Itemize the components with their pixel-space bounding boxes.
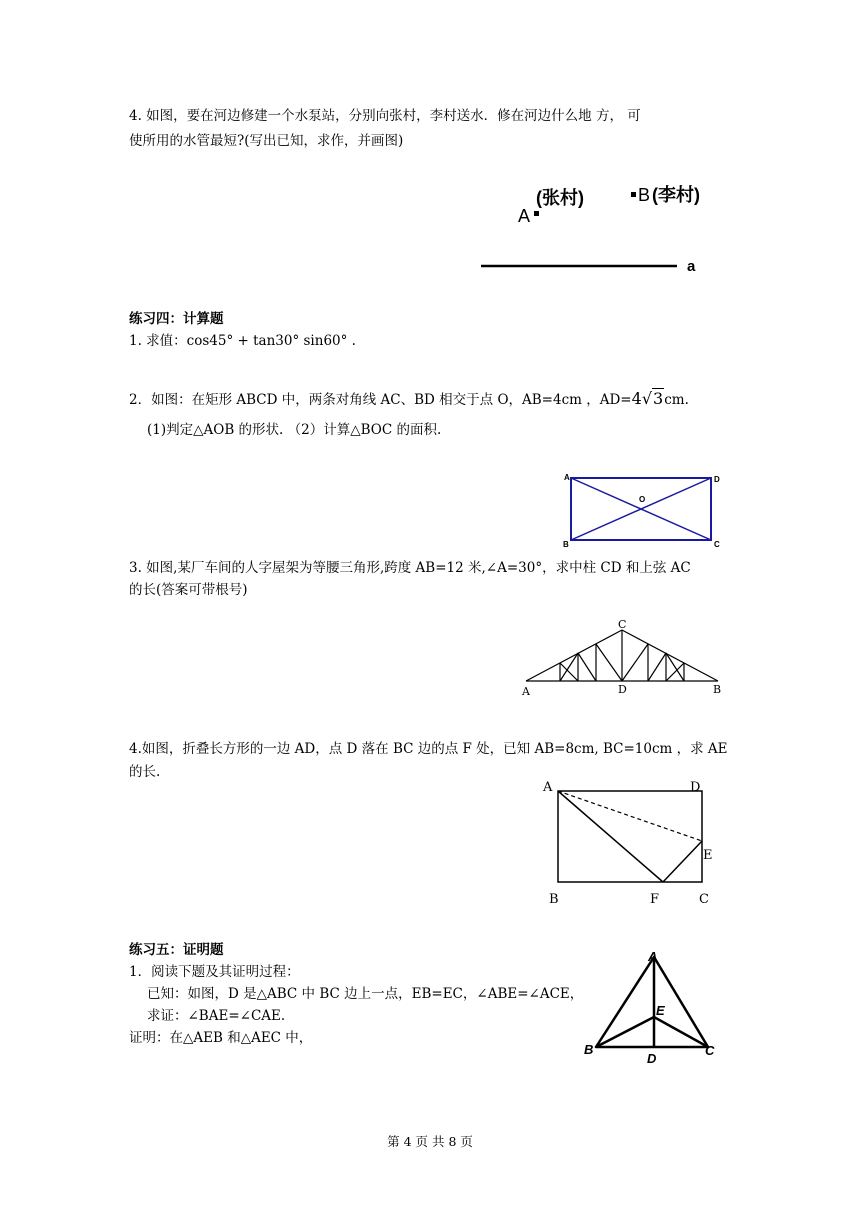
label-e: E bbox=[656, 1003, 665, 1018]
label-b: B bbox=[638, 185, 651, 205]
section4-q4-line1: 4.如图，折叠长方形的一边 AD，点 D 落在 BC 边的点 F 处，已知 AB=8cm, BC=10cm ，求 AE bbox=[129, 741, 728, 757]
label-a: A bbox=[518, 206, 531, 226]
fold-af bbox=[558, 791, 663, 882]
label-o: O bbox=[639, 495, 646, 504]
sqrt-radicand: 3 bbox=[653, 389, 664, 408]
section5-title: 练习五：证明题 bbox=[129, 942, 224, 958]
point-a bbox=[534, 211, 539, 216]
triangle-lines bbox=[596, 957, 708, 1047]
label-c: C bbox=[705, 1043, 715, 1058]
q4-pump-line1: 4. 如图，要在河边修建一个水泵站，分别向张村，李村送水．修在河边什么地 方， 可 bbox=[129, 108, 641, 124]
label-a: A bbox=[648, 949, 658, 964]
section4-q2-sub: (1)判定△AOB 的形状. （2）计算△BOC 的面积. bbox=[147, 422, 442, 438]
page-footer: 第 4 页 共 8 页 bbox=[387, 1134, 473, 1149]
label-li: (李村) bbox=[652, 185, 700, 205]
section4-q2 bbox=[129, 389, 689, 410]
sqrt-coef: 4 bbox=[631, 389, 642, 408]
label-e: E bbox=[703, 848, 713, 863]
label-b: B bbox=[549, 892, 559, 907]
section5-known: 已知：如图，D 是△ABC 中 BC 边上一点，EB=EC，∠ABE=∠ACE， bbox=[147, 986, 584, 1002]
truss-lines bbox=[526, 630, 718, 681]
section5-prove: 求证：∠BAE=∠CAE. bbox=[147, 1008, 286, 1024]
label-b: B bbox=[713, 683, 722, 696]
sqrt-value: 4√3 bbox=[631, 389, 664, 408]
fold-fe bbox=[663, 841, 702, 882]
label-d: D bbox=[714, 475, 720, 484]
section4-title: 练习四：计算题 bbox=[129, 311, 224, 327]
section4-q4-line2: 的长. bbox=[129, 764, 161, 780]
rectangle-abcd-figure bbox=[560, 470, 730, 550]
label-river: a bbox=[687, 258, 696, 275]
label-a: A bbox=[522, 685, 530, 698]
label-d: D bbox=[647, 1051, 657, 1066]
label-c: C bbox=[714, 540, 720, 549]
section5-proof: 证明：在△AEB 和△AEC 中， bbox=[129, 1030, 313, 1046]
label-a: A bbox=[543, 780, 553, 795]
q2-text-before: 2．如图：在矩形 ABCD 中，两条对角线 AC、BD 相交于点 O，AB=4cm ，AD= bbox=[129, 392, 632, 408]
section4-q3-line1: 3. 如图,某厂车间的人字屋架为等腰三角形,跨度 AB=12 米,∠A=30°，求中柱 CD 和上弦 AC bbox=[129, 560, 691, 576]
section4-q3-line2: 的长(答案可带根号) bbox=[129, 582, 248, 598]
label-f: F bbox=[650, 892, 660, 907]
triangle-abc-figure bbox=[580, 945, 730, 1070]
label-c: C bbox=[618, 618, 627, 631]
label-b: B bbox=[563, 540, 569, 549]
label-b: B bbox=[584, 1042, 594, 1057]
roof-truss-figure bbox=[520, 615, 730, 700]
point-b bbox=[631, 192, 636, 197]
section5-q1-intro: 1．阅读下题及其证明过程： bbox=[129, 964, 300, 980]
triangle-abc bbox=[596, 957, 708, 1047]
pump-figure bbox=[470, 170, 720, 280]
fold-ae bbox=[558, 791, 702, 841]
folded-rectangle-figure bbox=[540, 776, 725, 911]
q2-text-after: cm. bbox=[664, 392, 689, 408]
label-d: D bbox=[690, 780, 701, 795]
rect-abcd bbox=[558, 791, 702, 882]
label-zhang: (张村) bbox=[536, 188, 584, 208]
section4-q1: 1. 求值：cos45° + tan30° sin60° . bbox=[129, 333, 356, 349]
q4-pump-line2: 使所用的水管最短?(写出已知，求作，并画图) bbox=[129, 133, 404, 149]
label-a: A bbox=[564, 473, 570, 482]
label-c: C bbox=[699, 892, 709, 907]
label-d: D bbox=[618, 683, 627, 696]
